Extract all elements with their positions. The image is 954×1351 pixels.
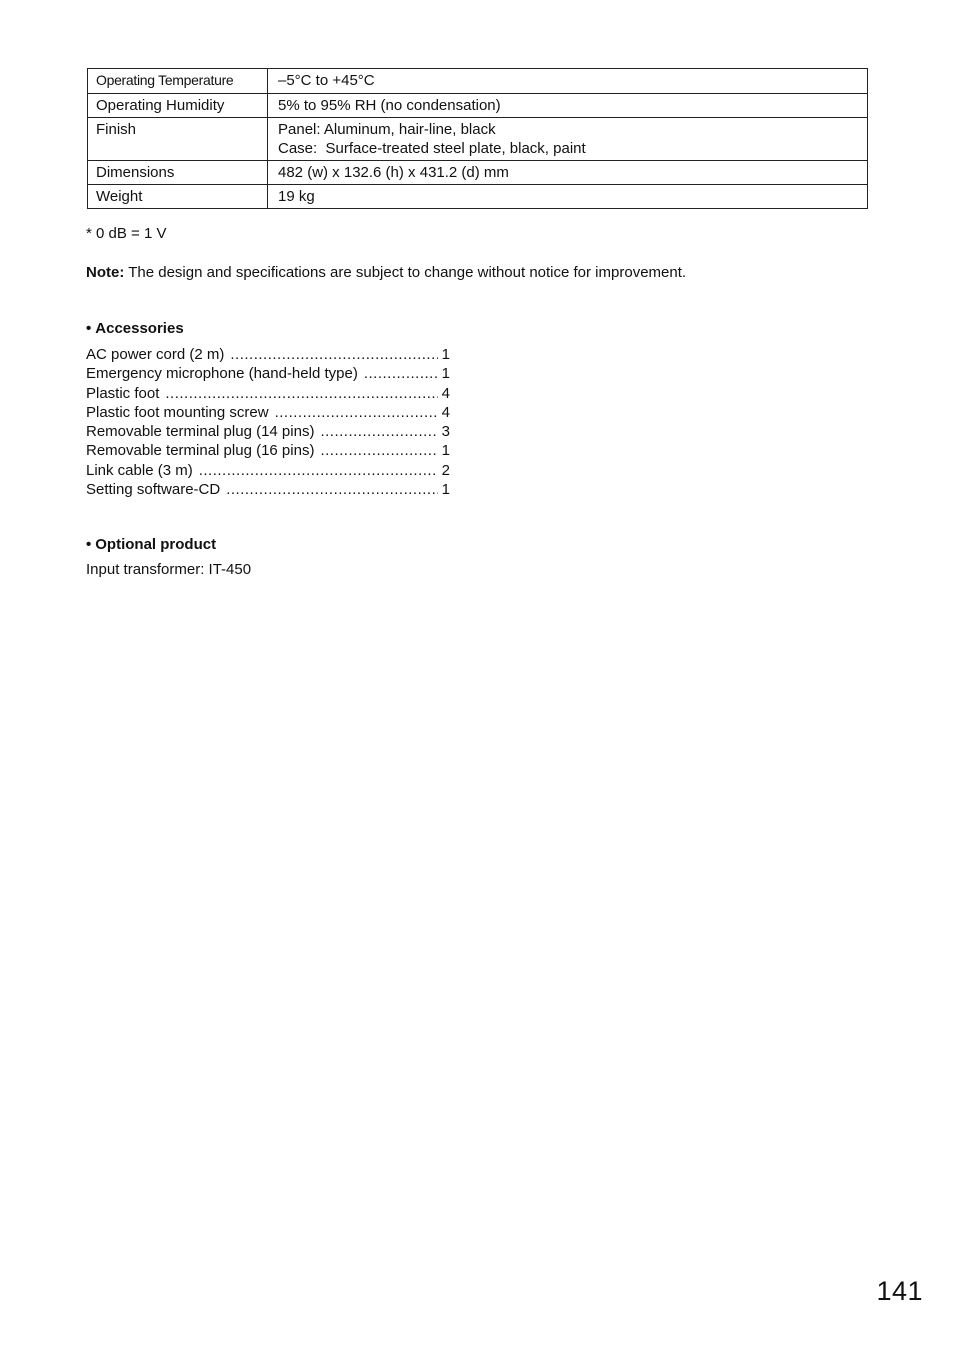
note-text: The design and specifications are subject to change without notice for improvement. xyxy=(128,264,687,281)
dot-leader xyxy=(320,441,437,460)
spec-label: Dimensions xyxy=(96,164,175,181)
accessory-name: AC power cord (2 m) xyxy=(86,346,225,363)
accessory-name: Plastic foot xyxy=(86,384,160,402)
footnote: * 0 dB = 1 V xyxy=(86,225,167,242)
spec-row-finish xyxy=(88,118,868,161)
accessory-quantity: 4 xyxy=(441,384,450,402)
dot-leader xyxy=(230,345,437,364)
accessory-name: Setting software-CD xyxy=(86,481,221,499)
accessory-quantity: 1 xyxy=(441,346,450,363)
dot-leader xyxy=(199,461,438,480)
accessory-name: Emergency microphone (hand-held type) xyxy=(86,365,358,383)
accessory-name: Removable terminal plug (14 pins) xyxy=(86,423,315,441)
accessory-name: Link cable (3 m) xyxy=(86,461,193,479)
accessory-quantity: 4 xyxy=(441,403,450,421)
spec-value-line: Panel: Aluminum, hair-line, black xyxy=(278,121,496,138)
list-item xyxy=(86,480,450,499)
dot-leader xyxy=(165,384,437,403)
spec-value-line: Case: Surface-treated steel plate, black, paint xyxy=(278,140,586,157)
bullet-icon: • xyxy=(86,320,92,337)
list-item xyxy=(86,403,450,422)
spec-value: 5% to 95% RH (no condensation) xyxy=(278,97,501,114)
dot-leader xyxy=(226,480,437,499)
spec-label: Weight xyxy=(96,188,143,205)
note-label: Note: xyxy=(86,264,125,281)
spec-value: 19 kg xyxy=(278,188,315,205)
spec-row-weight xyxy=(88,185,868,209)
dot-leader xyxy=(364,364,438,383)
accessory-quantity: 1 xyxy=(441,481,450,499)
accessory-quantity: 1 xyxy=(441,365,450,383)
accessories-heading-text: Accessories xyxy=(95,320,184,337)
list-item xyxy=(86,441,450,460)
page-number: 141 xyxy=(876,1276,923,1306)
note xyxy=(86,264,686,281)
spec-row-dimensions xyxy=(88,161,868,185)
accessory-quantity: 2 xyxy=(441,461,450,479)
spec-row-operating-temperature xyxy=(88,69,868,94)
accessory-name: Removable terminal plug (16 pins) xyxy=(86,442,315,460)
list-item xyxy=(86,364,450,383)
optional-product-heading-text: Optional product xyxy=(95,536,217,553)
accessories-heading xyxy=(86,320,184,337)
optional-product-text: Input transformer: IT-450 xyxy=(86,561,252,578)
dot-leader xyxy=(275,403,438,422)
accessory-quantity: 1 xyxy=(441,442,450,460)
list-item xyxy=(86,422,450,441)
spec-value: –5°C to +45°C xyxy=(278,72,375,89)
spec-label: Operating Temperature xyxy=(96,72,234,88)
optional-product-heading xyxy=(86,536,216,553)
list-item xyxy=(86,345,450,364)
accessories-list xyxy=(86,345,450,499)
bullet-icon: • xyxy=(86,536,92,553)
list-item xyxy=(86,461,450,480)
spec-label: Operating Humidity xyxy=(96,97,225,114)
spec-label: Finish xyxy=(96,121,137,138)
spec-value: 482 (w) x 132.6 (h) x 431.2 (d) mm xyxy=(278,164,509,181)
accessory-name: Plastic foot mounting screw xyxy=(86,403,269,421)
list-item xyxy=(86,384,450,403)
specifications-table xyxy=(87,68,868,209)
dot-leader xyxy=(320,422,437,441)
spec-row-operating-humidity xyxy=(88,94,868,118)
accessory-quantity: 3 xyxy=(441,423,450,441)
